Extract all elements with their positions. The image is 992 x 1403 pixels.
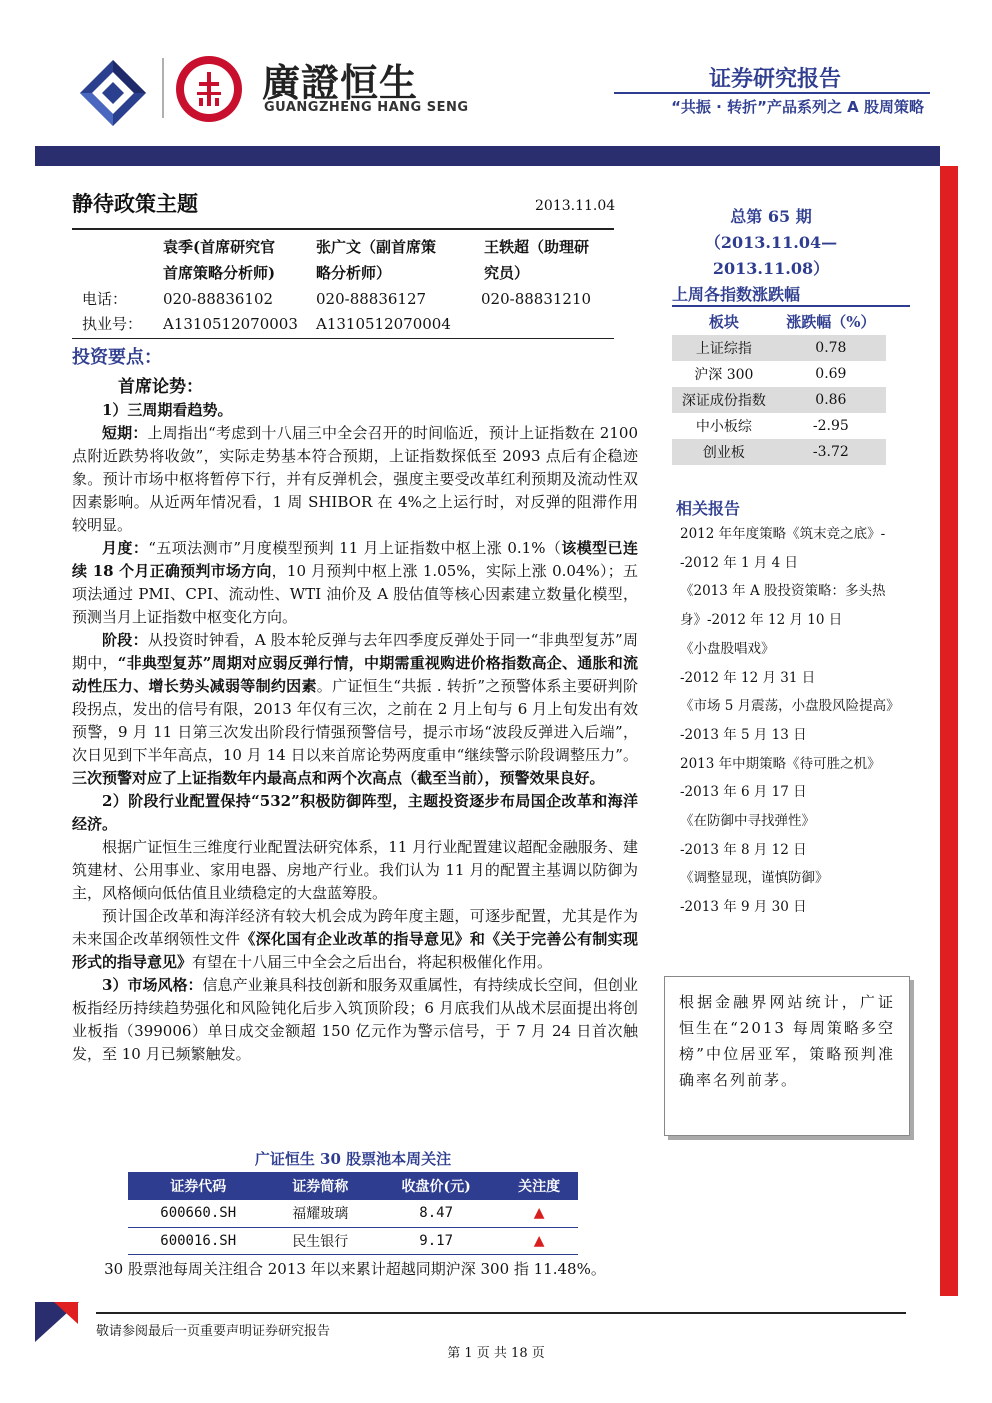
brand-name-cn: 廣證恒生 (262, 61, 419, 105)
author-3-name: 王轶超（助理研 (484, 238, 590, 256)
author-2-title: 略分析师） (316, 264, 392, 282)
list-item: -2012 年 12 月 31 日 (680, 669, 816, 686)
license-label: 执业号： (82, 315, 143, 333)
list-item: 身》-2012 年 12 月 10 日 (680, 612, 843, 629)
author-1-phone: 020-88836102 (163, 290, 274, 308)
author-1-title: 首席策略分析师) (163, 264, 276, 282)
list-item: 《2013 年 A 股投资策略：多头热 (680, 583, 886, 600)
list-item: -2012 年 1 月 4 日 (680, 554, 799, 571)
col-header-price: 收盘价(元) (372, 1172, 500, 1200)
attention-up-icon: ▲ (500, 1200, 578, 1227)
report-series: “共振 · 转折”产品系列之 A 股周策略 (671, 98, 924, 116)
related-reports-list (680, 520, 920, 922)
paragraph-monthly: 月度：“五项法测市”月度模型预判 11 月上证指数中枢上涨 0.1%（该模型已连续 18 个月正确预判市场方向，10 月预判中枢上涨 1.05%，实际上涨 0.04%）；五项法通过 PMI、CPI、流动性、WTI 油价及 A 股估值等核心因素建立数量化模型，预测当月上证指数中枢变化方向。 (72, 539, 638, 626)
list-item: 《在防御中寻找弹性》 (680, 813, 815, 830)
title-divider (72, 228, 614, 230)
table-row (672, 439, 886, 465)
document-date: 2013.11.04 (535, 198, 616, 214)
author-2-phone: 020-88836127 (316, 290, 427, 308)
seal-logo-icon (176, 56, 242, 122)
index-name: 上证综指 (672, 335, 776, 361)
table-row (128, 1227, 578, 1254)
list-item: -2013 年 8 月 12 日 (680, 841, 807, 858)
page-number: 第 1 页 共 18 页 (447, 1346, 545, 1361)
stock-pool-caption: 广证恒生 30 股票池本周关注 (254, 1150, 452, 1168)
index-value: 0.69 (815, 366, 847, 382)
logo-separator (162, 58, 164, 118)
index-name: 沪深 300 (694, 367, 754, 383)
chief-title: 首席论势： (118, 377, 203, 397)
index-name: 中小板综 (695, 419, 752, 435)
col-header-sector: 板块 (708, 312, 739, 331)
list-item: 《市场 5 月震荡，小盘股风险提高》 (680, 698, 900, 715)
author-divider (72, 338, 614, 339)
list-item: 2013 年中期策略《待可胜之机》 (680, 755, 881, 772)
author-1-license: A1310512070003 (163, 315, 298, 333)
heading-1: 1）三周期看趋势。 (102, 401, 233, 419)
stock-code: 600660.SH (128, 1200, 268, 1227)
col-header-attention: 关注度 (500, 1172, 578, 1200)
document-title: 静待政策主题 (72, 191, 198, 216)
index-table (672, 307, 886, 465)
heading-2: 2）阶段行业配置保持“532”积极防御阵型，主题投资逐步布局国企改革和海洋经济。 (72, 792, 638, 833)
index-value: 0.78 (776, 335, 886, 361)
issue-period: （2013.11.04—2013.11.08） (704, 233, 838, 278)
paragraph-stage: 阶段：从投资时钟看，A 股本轮反弹与去年四季度反弹处于同一“非典型复苏”周期中，“非典型复苏”周期对应弱反弹行情，中期需重视购进价格指数高企、通胀和流动性压力、增长势头减弱等制约因素。广证恒生“共振 . 转折”之预警体系主要研判阶段拐点，发出的信号有限，2013 年仅有三次，之前在 2 月上旬与 6 月上旬发出有效预警，9 月 11 日第三次发出阶段行情强预警信号，提示市场“波段反弹进入后端”，次日见到下半年高点，10 月 14 日以来首席论势两度重申“继续警示阶段调整压力”。三次预警对应了上证指数年内最高点和两个次高点（截至当前），预警效果良好。 (72, 631, 638, 787)
table-row (672, 361, 886, 387)
side-red-bar (940, 166, 958, 1296)
list-item: -2013 年 5 月 13 日 (680, 726, 807, 743)
index-name: 深证成份指数 (672, 387, 776, 413)
table-row (672, 387, 886, 413)
section-title: 投资要点： (72, 347, 162, 368)
col-header-name: 证券简称 (268, 1172, 372, 1200)
report-type: 证券研究报告 (708, 67, 841, 92)
related-reports-title: 相关报告 (676, 499, 741, 518)
attention-up-icon: ▲ (500, 1227, 578, 1254)
header-bar (35, 146, 940, 166)
phone-label: 电话： (82, 290, 128, 308)
paragraph-industry: 根据广证恒生三维度行业配置法研究体系，11 月行业配置建议超配金融服务、建筑建材、公用事业、家用电器、房地产行业。我们认为 11 月的配置主基调以防御为主，风格倾向低估值且业绩稳定的大盘蓝筹股。 (72, 838, 638, 902)
list-item: 《小盘股唱戏》 (680, 640, 775, 657)
stock-pool-table (128, 1172, 578, 1255)
brand-name-en: GUANGZHENG HANG SENG (264, 100, 469, 115)
footer-corner-red (54, 1302, 78, 1324)
author-3-title: 究员） (484, 264, 530, 282)
col-header-code: 证券代码 (128, 1172, 268, 1200)
table-row (672, 335, 886, 361)
ranking-quote-box: 根据金融界网站统计，广证恒生在“2013 每周策略多空榜”中位居亚军，策略预判准确率名列前茅。 (664, 976, 910, 1136)
stock-price: 9.17 (372, 1227, 500, 1254)
stock-name: 民生银行 (268, 1227, 372, 1254)
table-row (128, 1200, 578, 1227)
paragraph-theme: 预计国企改革和海洋经济有较大机会成为跨年度主题，可逐步配置，尤其是作为未来国企改革纲领性文件《深化国有企业改革的指导意见》和《关于完善公有制实现形式的指导意见》有望在十八届三中全会之后出台，将起积极催化作用。 (72, 907, 638, 971)
list-item: 2012 年年度策略《筑末竞之底》- (680, 526, 886, 542)
author-3-phone: 020-88831210 (481, 290, 592, 308)
author-2-name: 张广文（副首席策 (316, 238, 437, 256)
stock-pool-note: 30 股票池每周关注组合 2013 年以来累计超越同期沪深 300 指 11.48%。 (104, 1260, 606, 1278)
index-name: 创业板 (672, 439, 776, 465)
table-row (672, 413, 886, 439)
footer-disclaimer: 敬请参阅最后一页重要声明证券研究报告 (96, 1324, 331, 1339)
author-1-name: 袁季(首席研究官 (163, 238, 276, 256)
footer-divider (96, 1312, 906, 1314)
author-2-license: A1310512070004 (316, 315, 451, 333)
stock-price: 8.47 (372, 1200, 500, 1227)
col-header-change: 涨跌幅（%） (786, 312, 876, 331)
index-value: 0.86 (776, 387, 886, 413)
index-value: -2.95 (812, 418, 849, 434)
index-table-title: 上周各指数涨跌幅 (672, 285, 801, 304)
index-value: -3.72 (776, 439, 886, 465)
list-item: -2013 年 6 月 17 日 (680, 784, 807, 801)
main-body (72, 399, 638, 1066)
stock-code: 600016.SH (128, 1227, 268, 1254)
issue-info (666, 204, 876, 282)
report-type-underline (614, 92, 930, 94)
stock-name: 福耀玻璃 (268, 1200, 372, 1227)
issue-number: 总第 65 期 (730, 207, 812, 226)
list-item: -2013 年 9 月 30 日 (680, 899, 807, 916)
paragraph-short-term: 短期：上周指出“考虑到十八届三中全会召开的时间临近，预计上证指数在 2100 点附近跌势将收敛”，实际走势基本符合预期，上证指数探低至 2093 点后有企稳迹象。预计市场中枢将暂停下行，并有反弹机会，强度主要受改革红利预期及流动性双因素影响。从近两年情况看，1 周 SHIBOR 在 4%之上运行时，对反弹的阻滞作用较明显。 (72, 424, 638, 534)
list-item: 《调整显现，谨慎防御》 (680, 870, 829, 887)
company-logo-icon (78, 58, 148, 128)
paragraph-style: 3）市场风格：信息产业兼具科技创新和服务双重属性，有持续成长空间，但创业板指经历持续趋势强化和风险钝化后步入筑顶阶段；6 月底我们从战术层面提出将创业板指（399006）单日成交金额超 150 亿元作为警示信号，于 7 月 24 日首次触发，至 10 月已频繁触发。 (72, 976, 638, 1063)
